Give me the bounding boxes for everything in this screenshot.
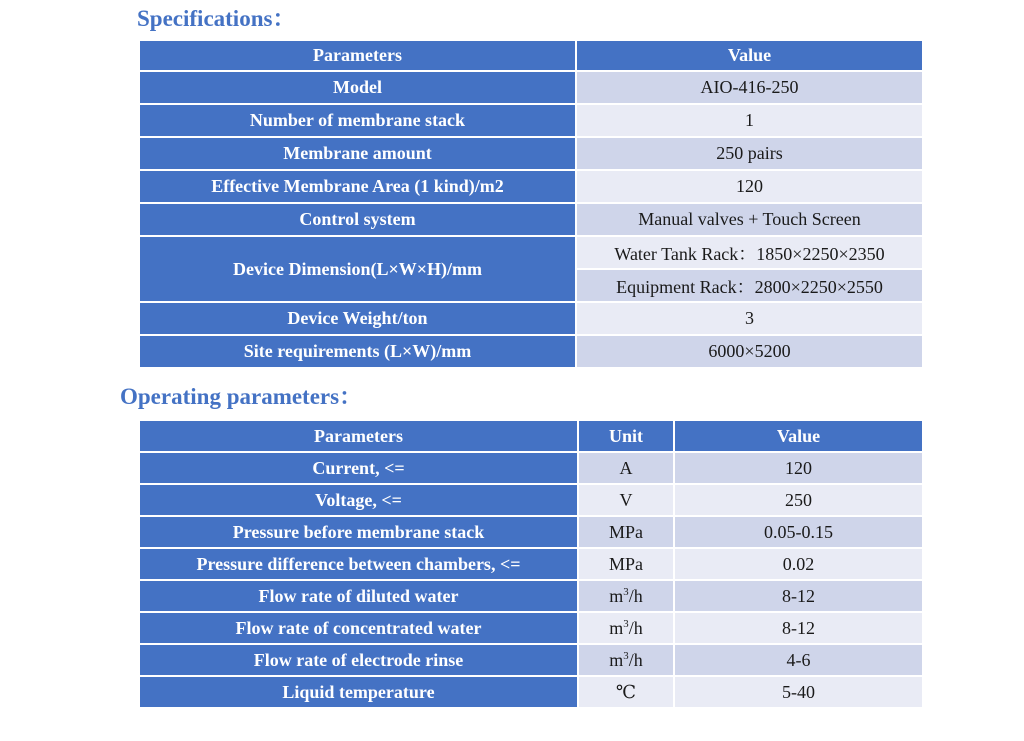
table-row [139,137,923,170]
row-label: Current, <= [139,452,578,484]
unit-base: m [609,585,624,606]
row-value: 0.02 [674,548,923,580]
row-value: Manual valves + Touch Screen [576,203,923,236]
row-label: Number of membrane stack [139,104,576,137]
row-value: 1 [576,104,923,137]
row-label: Model [139,71,576,104]
table-row [139,516,923,548]
table-header-row [139,420,923,452]
unit-superscript: 3 [623,617,629,630]
row-value: 250 pairs [576,137,923,170]
row-unit: V [578,484,674,516]
column-header-value: Value [674,420,923,452]
row-label: Device Weight/ton [139,302,576,335]
column-header-unit: Unit [578,420,674,452]
unit-tail: /h [628,649,643,670]
row-value: 250 [674,484,923,516]
row-unit [578,580,674,612]
unit-base: m [609,649,624,670]
unit-base: m [609,617,624,638]
row-value: Water Tank Rack：1850×2250×2350 [576,236,923,269]
table-row [139,484,923,516]
table-row [139,302,923,335]
table-row [139,676,923,708]
row-label: Effective Membrane Area (1 kind)/m2 [139,170,576,203]
row-label: Flow rate of concentrated water [139,612,578,644]
table-row [139,612,923,644]
row-unit: ℃ [578,676,674,708]
table-row [139,236,923,269]
row-label: Membrane amount [139,137,576,170]
row-value: 120 [576,170,923,203]
table-row [139,452,923,484]
row-label: Flow rate of electrode rinse [139,644,578,676]
operating-parameters-table [138,419,924,709]
column-header-parameters: Parameters [139,420,578,452]
row-value: 5-40 [674,676,923,708]
specifications-title: Specifications： [137,6,296,31]
row-label: Flow rate of diluted water [139,580,578,612]
row-value: 120 [674,452,923,484]
unit-superscript: 3 [623,585,629,598]
table-row [139,71,923,104]
row-unit [578,644,674,676]
row-unit [578,612,674,644]
row-label: Control system [139,203,576,236]
table-row [139,104,923,137]
row-label: Voltage, <= [139,484,578,516]
table-row [139,170,923,203]
row-value: AIO-416-250 [576,71,923,104]
row-value: 3 [576,302,923,335]
row-value: 0.05-0.15 [674,516,923,548]
row-label: Liquid temperature [139,676,578,708]
row-unit: MPa [578,548,674,580]
row-value: 8-12 [674,580,923,612]
unit-tail: /h [628,617,643,638]
row-value: 6000×5200 [576,335,923,368]
row-label: Pressure difference between chambers, <= [139,548,578,580]
operating-parameters-title: Operating parameters： [120,384,363,409]
specifications-table [138,39,924,369]
table-row [139,580,923,612]
row-value: Equipment Rack：2800×2250×2550 [576,269,923,302]
row-unit: A [578,452,674,484]
column-header-parameters: Parameters [139,40,576,71]
row-value: 4-6 [674,644,923,676]
unit-superscript: 3 [623,649,629,662]
column-header-value: Value [576,40,923,71]
row-label: Pressure before membrane stack [139,516,578,548]
unit-tail: /h [628,585,643,606]
table-row [139,644,923,676]
row-label: Site requirements (L×W)/mm [139,335,576,368]
row-label: Device Dimension(L×W×H)/mm [139,236,576,302]
table-row [139,203,923,236]
table-header-row [139,40,923,71]
row-value: 8-12 [674,612,923,644]
table-row [139,548,923,580]
row-unit: MPa [578,516,674,548]
table-row [139,335,923,368]
